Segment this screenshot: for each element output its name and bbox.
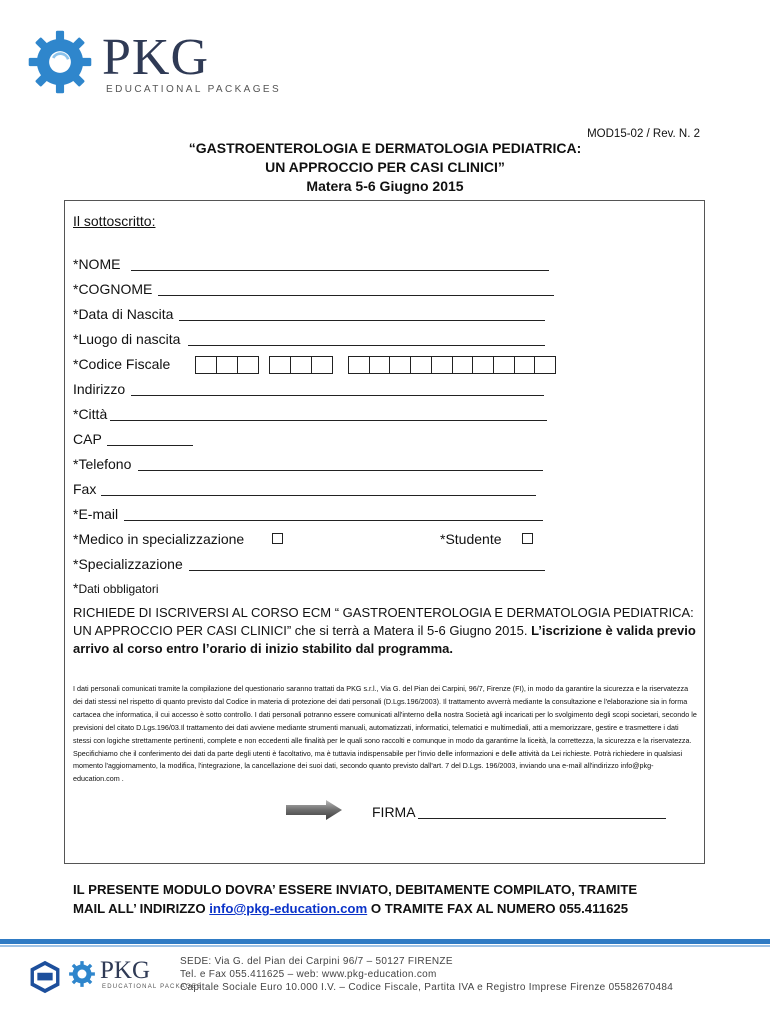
medico-label: *Medico in specializzazione — [73, 531, 245, 547]
firma-label: FIRMA — [372, 804, 416, 820]
codice-fiscale-label: *Codice Fiscale — [73, 356, 171, 372]
indirizzo-field[interactable] — [131, 395, 544, 396]
footer-company-info: Capitale Sociale Euro 10.000 I.V. – Codice Fiscale, Partita IVA e Registro Imprese Firenze 05582670484 — [180, 982, 674, 993]
data-nascita-label: *Data di Nascita — [73, 306, 174, 322]
request-paragraph — [73, 604, 703, 658]
fax-field[interactable] — [101, 495, 536, 496]
cap-label: CAP — [73, 431, 102, 447]
send-instructions-line1: IL PRESENTE MODULO DOVRA’ ESSERE INVIATO, DEBITAMENTE COMPILATO, TRAMITE — [73, 882, 638, 897]
specializzazione-field[interactable] — [189, 570, 545, 571]
footer-contacts: Tel. e Fax 055.411625 – web: www.pkg-education.com — [180, 969, 437, 980]
studente-checkbox[interactable] — [522, 533, 533, 544]
email-link[interactable]: info@pkg-education.com — [209, 901, 368, 916]
send-instructions-line2 — [73, 901, 713, 916]
course-title-line1: “GASTROENTEROLOGIA E DERMATOLOGIA PEDIATRICA: — [188, 140, 582, 156]
email-label: *E-mail — [73, 506, 119, 522]
fax-label: Fax — [73, 481, 97, 497]
arrow-right-icon — [286, 800, 342, 820]
course-title-line2: UN APPROCCIO PER CASI CLINICI” — [265, 159, 505, 175]
footer-address: SEDE: Via G. del Pian dei Carpini 96/7 – 50127 FIRENZE — [180, 956, 453, 967]
luogo-nascita-label: *Luogo di nascita — [73, 331, 181, 347]
required-note — [73, 580, 159, 596]
citta-field[interactable] — [110, 420, 547, 421]
data-nascita-field[interactable] — [179, 320, 545, 321]
send-instructions-pre: MAIL ALL’ INDIRIZZO — [73, 901, 210, 916]
pkg-gear-logo-icon — [26, 28, 94, 96]
cognome-field[interactable] — [158, 295, 554, 296]
brand-subtitle: EDUCATIONAL PACKAGES — [106, 84, 282, 95]
luogo-nascita-field[interactable] — [188, 345, 545, 346]
telefono-label: *Telefono — [73, 456, 132, 472]
codice-fiscale-boxes-2[interactable] — [269, 356, 333, 374]
indirizzo-label: Indirizzo — [73, 381, 126, 397]
request-bold-text: L’iscrizione è valida previo arrivo al corso entro l’orario di inizio stabilito dal programma. — [73, 623, 696, 656]
codice-fiscale-boxes-1[interactable] — [195, 356, 259, 374]
cap-field[interactable] — [107, 445, 193, 446]
document-reference: MOD15-02 / Rev. N. 2 — [587, 128, 700, 140]
pkg-gear-small-icon — [68, 960, 96, 988]
firma-field[interactable] — [418, 818, 666, 819]
send-instructions-post: O TRAMITE FAX AL NUMERO 055.411625 — [367, 901, 629, 916]
required-star: * — [73, 580, 79, 596]
form-intro: Il sottoscritto: — [73, 213, 156, 229]
request-text: RICHIEDE DI ISCRIVERSI AL CORSO ECM “ GASTROENTEROLOGIA E DERMATOLOGIA PEDIATRICA: UN APPROCCIO PER CASI CLINICI” che si terrà a Matera il 5-6 Giugno 2015. — [73, 605, 694, 638]
privacy-notice: I dati personali comunicati tramite la compilazione del questionario saranno trattati da PKG s.r.l., Via G. del Pian dei Carpini, 96/7, Firenze (FI), in modo da garantire la sicurezza e la riservatezza dei dati stessi nel rispetto di quanto previsto dal Codice in materia di protezione dei dati personali (D.Lgs.196/2003). Il trattamento avverrà mediante la consultazione e l'elaborazione sia in forma cartacea che informatica, il cui accesso è sotto controllo. I dati personali potranno essere comunicati all'interno della nostra Società agli incaricati per lo svolgimento degli scopi societari, secondo le previsioni del citato D.Lgs.196/03.Il trattamento dei dati avviene mediante strumenti manuali, automatizzati, informatici, telematici e multimediali, atti a memorizzare, gestire e trasmettere i dati stessi con logiche strettamente pertinenti, complete e non eccedenti alle finalità per le quali sono raccolti e comunque in modo da garantirne la liceità, la correttezza, la sicurezza e la riservatezza. Specifichiamo che il conferimento dei dati da parte degli utenti è facoltativo, ma è tuttavia indispensabile per l'invio delle informazioni e delle attività da Lei richieste. Potrà richiedere in qualsiasi momento l'aggiornamento, la modifica, l'integrazione, la cancellazione dei suoi dati, secondo quanto previsto dall'art. 7 del D.Lgs. 196/2003, inviando una e-mail all'indirizzo info@pkg-education.com . — [73, 684, 697, 784]
tuv-certification-seal-icon — [28, 960, 62, 994]
footer-brand-subtitle: EDUCATIONAL PACKAGES — [102, 984, 203, 990]
required-note-text: Dati obbligatori — [78, 582, 159, 596]
telefono-field[interactable] — [138, 470, 543, 471]
codice-fiscale-boxes-3[interactable] — [348, 356, 556, 374]
nome-label: *NOME — [73, 256, 121, 272]
studente-label: *Studente — [440, 531, 502, 547]
cognome-label: *COGNOME — [73, 281, 153, 297]
medico-checkbox[interactable] — [272, 533, 283, 544]
nome-field[interactable] — [131, 270, 549, 271]
course-date: Matera 5-6 Giugno 2015 — [306, 178, 464, 194]
footer-rule — [0, 939, 770, 944]
footer-rule-light — [0, 945, 770, 947]
citta-label: *Città — [73, 406, 108, 422]
email-field[interactable] — [124, 520, 543, 521]
specializzazione-label: *Specializzazione — [73, 556, 183, 572]
brand-name: PKG — [102, 29, 210, 86]
footer-brand-name: PKG — [100, 957, 151, 984]
